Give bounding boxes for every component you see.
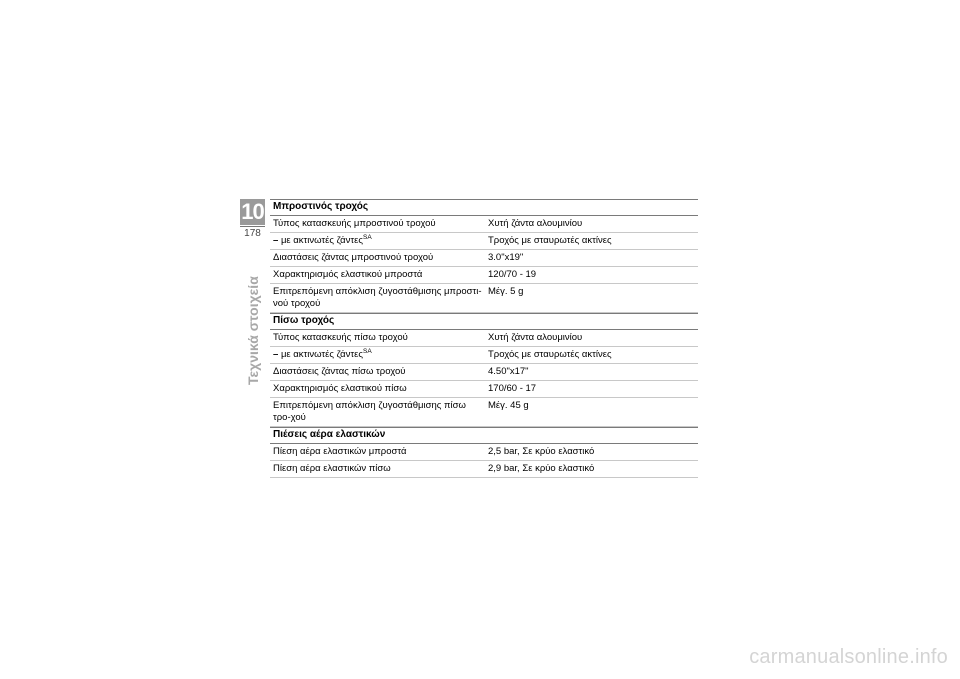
row-value: 170/60 - 17 bbox=[488, 383, 537, 394]
spec-table bbox=[270, 199, 698, 478]
row-value: Χυτή ζάντα αλουμινίου bbox=[488, 218, 583, 229]
row-value: 2,9 bar, Σε κρύο ελαστικό bbox=[488, 463, 595, 474]
row-label: Πίεση αέρα ελαστικών πίσω bbox=[273, 463, 391, 474]
section-title-rear-wheel: Πίσω τροχός bbox=[270, 313, 698, 330]
row-value: Τροχός με σταυρωτές ακτίνες bbox=[488, 235, 612, 246]
row-label: Τύπος κατασκευής πίσω τροχού bbox=[273, 332, 408, 343]
table-row bbox=[270, 216, 698, 233]
dash-marker: – bbox=[273, 235, 279, 246]
row-value: Μέγ. 45 g bbox=[488, 400, 529, 411]
table-row bbox=[270, 330, 698, 347]
table-row bbox=[270, 250, 698, 267]
sa-marker: SA bbox=[363, 234, 372, 241]
chapter-number: 10 bbox=[241, 199, 264, 224]
sa-marker: SA bbox=[363, 348, 372, 355]
table-row bbox=[270, 233, 698, 250]
row-label: Επιτρεπόμενη απόκλιση ζυγοστάθμισης μπροστι-νού τροχού bbox=[273, 286, 482, 309]
row-label: Πίεση αέρα ελαστικών μπροστά bbox=[273, 446, 407, 457]
section-title-tire-pressure: Πιέσεις αέρα ελαστικών bbox=[270, 427, 698, 444]
row-label-text: με ακτινωτές ζάντες bbox=[280, 349, 363, 360]
table-row bbox=[270, 444, 698, 461]
table-row bbox=[270, 381, 698, 398]
table-row bbox=[270, 347, 698, 364]
row-label-text: με ακτινωτές ζάντες bbox=[280, 235, 363, 246]
row-value: 4.50"x17" bbox=[488, 366, 529, 377]
section-title-front-wheel: Μπροστινός τροχός bbox=[270, 199, 698, 216]
row-value: Μέγ. 5 g bbox=[488, 286, 524, 297]
row-label: Διαστάσεις ζάντας πίσω τροχού bbox=[273, 366, 406, 377]
table-row bbox=[270, 461, 698, 478]
row-value: Τροχός με σταυρωτές ακτίνες bbox=[488, 349, 612, 360]
table-row bbox=[270, 284, 698, 313]
chapter-title: Τεχνικά στοιχεία bbox=[245, 276, 261, 385]
row-label: Χαρακτηρισμός ελαστικού μπροστά bbox=[273, 269, 423, 280]
row-label: Τύπος κατασκευής μπροστινού τροχού bbox=[273, 218, 436, 229]
row-label bbox=[270, 233, 485, 249]
row-value: 2,5 bar, Σε κρύο ελαστικό bbox=[488, 446, 595, 457]
row-label: Χαρακτηρισμός ελαστικού πίσω bbox=[273, 383, 407, 394]
row-label bbox=[270, 347, 485, 363]
row-label: Επιτρεπόμενη απόκλιση ζυγοστάθμισης πίσω τρο-χού bbox=[273, 400, 466, 423]
page-number: 178 bbox=[240, 226, 265, 240]
table-row bbox=[270, 267, 698, 284]
watermark: carmanualsonline.info bbox=[749, 646, 948, 668]
row-value: 120/70 - 19 bbox=[488, 269, 537, 280]
row-label: Διαστάσεις ζάντας μπροστινού τροχού bbox=[273, 252, 434, 263]
row-value: Χυτή ζάντα αλουμινίου bbox=[488, 332, 583, 343]
row-value: 3.0"x19" bbox=[488, 252, 524, 263]
table-row bbox=[270, 398, 698, 427]
dash-marker: – bbox=[273, 349, 279, 360]
table-row bbox=[270, 364, 698, 381]
